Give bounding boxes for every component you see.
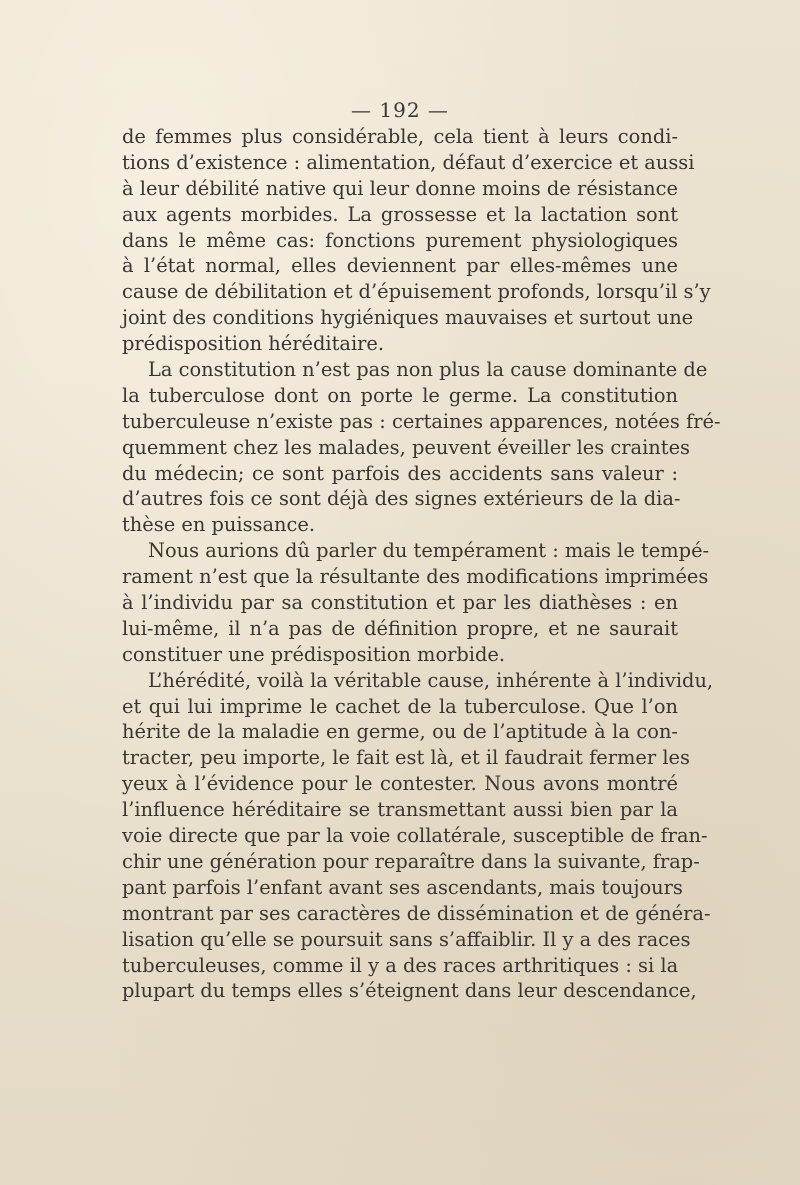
text-run: La (148, 358, 179, 382)
text-line: prédisposition héréditaire. (122, 332, 385, 356)
text-run: : mais le tempé- (546, 539, 710, 563)
text-line: et qui lui imprime le cachet de la tuberculose. Que l’on (122, 694, 678, 718)
text-line: d’autres fois ce sont déjà des signes extérieurs de la dia- (122, 487, 681, 511)
text-run: n’est pas non plus la cause dominante de (296, 358, 708, 382)
text-line: du médecin; ce sont parfois des accidents sans valeur : (122, 461, 678, 485)
text-line: tuberculeuse n’existe pas : certaines apparences, notées fré- (122, 409, 721, 433)
text-line: tions d’existence : alimentation, défaut d’exercice et aussi (122, 150, 695, 174)
text-line: lisation qu’elle se poursuit sans s’affaiblir. Il y a des races (122, 927, 691, 951)
text-line (122, 668, 714, 694)
text-line: joint des conditions hygiéniques mauvaises et surtout une (122, 306, 694, 330)
text-line: l’influence héréditaire se transmettant aussi bien par la (122, 798, 678, 822)
text-line: constituer une prédisposition morbide. (122, 642, 506, 666)
italic-term: constitution (178, 358, 297, 382)
text-line: voie directe que par la voie collatérale, susceptible de fran- (122, 824, 708, 848)
text-line: lui-même, il n’a pas de définition propre, et ne saurait (122, 616, 678, 640)
text-run: Nous aurions dû parler du (148, 539, 414, 563)
text-line: à l’état normal, elles deviennent par elles-mêmes une (122, 254, 678, 278)
text-line: pant parfois l’enfant avant ses ascendants, mais toujours (122, 875, 683, 899)
page-number: — 192 — (351, 98, 449, 122)
text-line: à l’individu par sa constitution et par les diathèses : en (122, 591, 678, 615)
text-line: hérite de la maladie en germe, ou de l’aptitude à la con- (122, 720, 678, 744)
text-line (122, 538, 710, 564)
text-line: chir une génération pour reparaître dans la suivante, frap- (122, 849, 700, 873)
text-run: , voilà la véritable cause, inhérente à l’individu, (244, 668, 714, 692)
text-line: rament n’est que la résultante des modifications imprimées (122, 565, 709, 589)
text-line: à leur débilité native qui leur donne moins de résistance (122, 176, 678, 200)
text-line: yeux à l’évidence pour le contester. Nous avons montré (122, 772, 678, 796)
text-line: cause de débilitation et d’épuisement profonds, lorsqu’il s’y (122, 280, 711, 304)
text-line: quemment chez les malades, peuvent éveiller les craintes (122, 435, 690, 459)
text-line: dans le même cas: fonctions purement physiologiques (122, 228, 678, 252)
text-line: montrant par ses caractères de dissémination et de généra- (122, 901, 711, 925)
body-text (122, 124, 721, 1004)
text-line: de femmes plus considérable, cela tient à leurs condi- (122, 125, 678, 148)
italic-term: tempérament (413, 539, 547, 563)
italic-term: hérédité (162, 668, 245, 692)
text-line: tracter, peu importe, le fait est là, et il faudrait fermer les (122, 746, 690, 770)
text-run: L’ (148, 668, 163, 692)
text-line (122, 357, 708, 383)
text-line: plupart du temps elles s’éteignent dans leur descendance, (122, 979, 697, 1003)
text-line: aux agents morbides. La grossesse et la lactation sont (122, 202, 678, 226)
text-line: thèse en puissance. (122, 513, 316, 537)
text-line: la tuberculose dont on porte le germe. La constitution (122, 383, 678, 407)
text-line: tuberculeuses, comme il y a des races arthritiques : si la (122, 953, 679, 977)
